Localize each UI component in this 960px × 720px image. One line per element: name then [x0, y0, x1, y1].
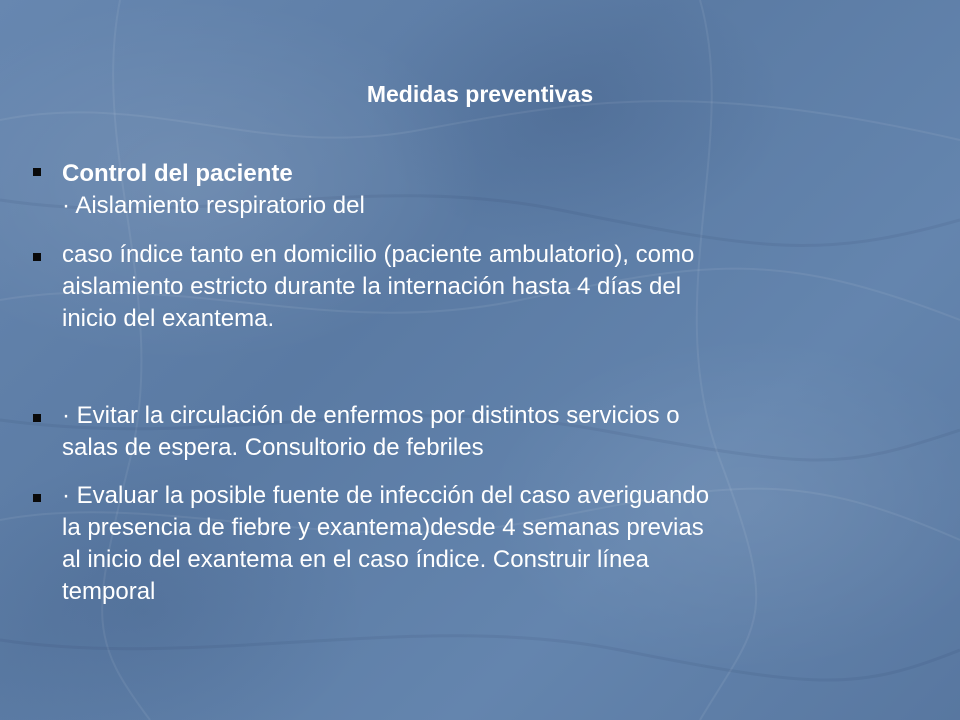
- square-bullet-icon: [33, 414, 41, 422]
- slide-title: Medidas preventivas: [366, 81, 594, 107]
- square-bullet-icon: [33, 253, 41, 261]
- bullet-text: [62, 400, 932, 464]
- bullet-text: [62, 158, 932, 222]
- bullet-line: aislamiento estricto durante la internación hasta 4 días del: [62, 273, 682, 300]
- bullet-line: · Evitar la circulación de enfermos por distintos servicios o: [62, 402, 680, 429]
- bullet-line: · Evaluar la posible fuente de infección del caso averiguando: [62, 482, 710, 509]
- bullet-line: inicio del exantema.: [62, 305, 275, 332]
- bullet-line: salas de espera. Consultorio de febriles: [62, 434, 484, 461]
- bullet-line: caso índice tanto en domicilio (paciente ambulatorio), como: [62, 241, 695, 268]
- bullet-heading: Control del paciente: [62, 160, 293, 187]
- square-bullet-icon: [33, 494, 41, 502]
- square-bullet-icon: [33, 168, 41, 176]
- bullet-text: [62, 239, 932, 335]
- bullet-line: · Aislamiento respiratorio del: [62, 192, 365, 219]
- bullet-line: temporal: [62, 578, 156, 605]
- bullet-line: al inicio del exantema en el caso índice. Construir línea: [62, 546, 649, 573]
- bullet-text: [62, 480, 932, 608]
- bullet-line: la presencia de fiebre y exantema)desde 4 semanas previas: [62, 514, 704, 541]
